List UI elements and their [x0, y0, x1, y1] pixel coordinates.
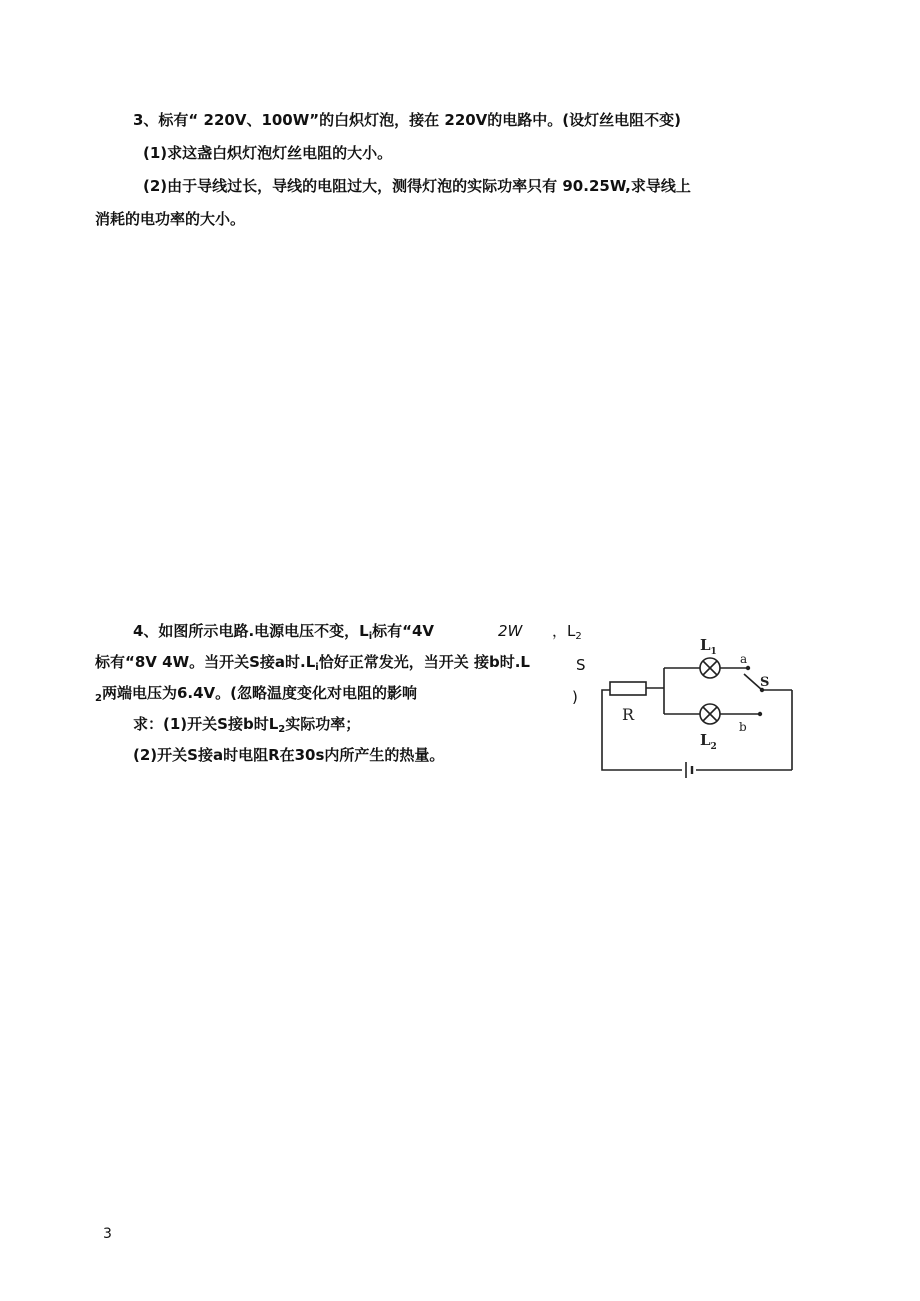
q4-line-1-d-text: ，L	[552, 622, 576, 640]
q4-line-2-s: S	[576, 656, 586, 674]
label-l2-sub: 2	[710, 742, 717, 752]
label-b: b	[739, 720, 747, 734]
q4-line-2-a: 标有“8V 4W。当开关S接a时.L	[95, 653, 316, 671]
q3-line-4: 消耗的电功率的大小。	[95, 210, 246, 228]
q4-line-1	[133, 621, 434, 647]
label-l2	[700, 731, 717, 752]
circuit-diagram	[596, 628, 794, 788]
label-l1-main: L	[700, 636, 711, 654]
contact-a	[746, 666, 750, 670]
q3-line-2: (1)求这盏白炽灯泡灯丝电阻的大小。	[143, 144, 393, 162]
label-s: S	[760, 675, 770, 690]
q3-line-1: 3、标有“ 220V、100W”的白炽灯泡，接在 220V的电路中。(设灯丝电阻不变)	[133, 111, 682, 129]
q4-line-4-a: 求：(1)开关S接b时L	[133, 715, 279, 733]
resistor-r	[610, 682, 646, 695]
contact-b	[758, 712, 762, 716]
q4-line-4-sub: 2	[278, 724, 286, 735]
q4-line-2-sub-i: i	[315, 662, 319, 673]
wire-left	[602, 690, 682, 770]
q4-line-3	[95, 683, 417, 709]
q4-line-3-paren: )	[572, 688, 578, 706]
q4-line-5: (2)开关S接a时电阻R在30s内所产生的热量。	[133, 746, 445, 764]
q4-line-1-b: 标有“4V	[372, 622, 435, 640]
q4-line-4	[133, 714, 360, 740]
q4-line-2-b: 恰好正常发光，当开关 接b时.L	[318, 653, 530, 671]
q4-line-1-a: 4、如图所示电路.电源电压不变，L	[133, 622, 369, 640]
q4-line-2	[95, 652, 530, 678]
label-l1-sub: 1	[710, 647, 717, 657]
q4-line-3-a: 两端电压为6.4V。(忽略温度变化对电阻的影响	[101, 684, 418, 702]
label-a: a	[740, 652, 748, 666]
q4-line-1-d	[552, 621, 582, 647]
page-number: 3	[103, 1226, 112, 1242]
q4-line-1-c: 2W	[498, 622, 523, 640]
q3-line-3: (2)由于导线过长，导线的电阻过大，测得灯泡的实际功率只有 90.25W,求导线上	[143, 177, 691, 195]
q4-line-3-sub-2: 2	[95, 693, 102, 704]
label-l2-main: L	[700, 731, 711, 749]
label-l1	[700, 636, 717, 657]
q4-line-1-sub-i: i	[368, 631, 373, 642]
q4-line-4-b: 实际功率；	[285, 715, 361, 733]
q4-line-1-sub-2: 2	[575, 631, 582, 642]
label-r: R	[622, 705, 635, 724]
